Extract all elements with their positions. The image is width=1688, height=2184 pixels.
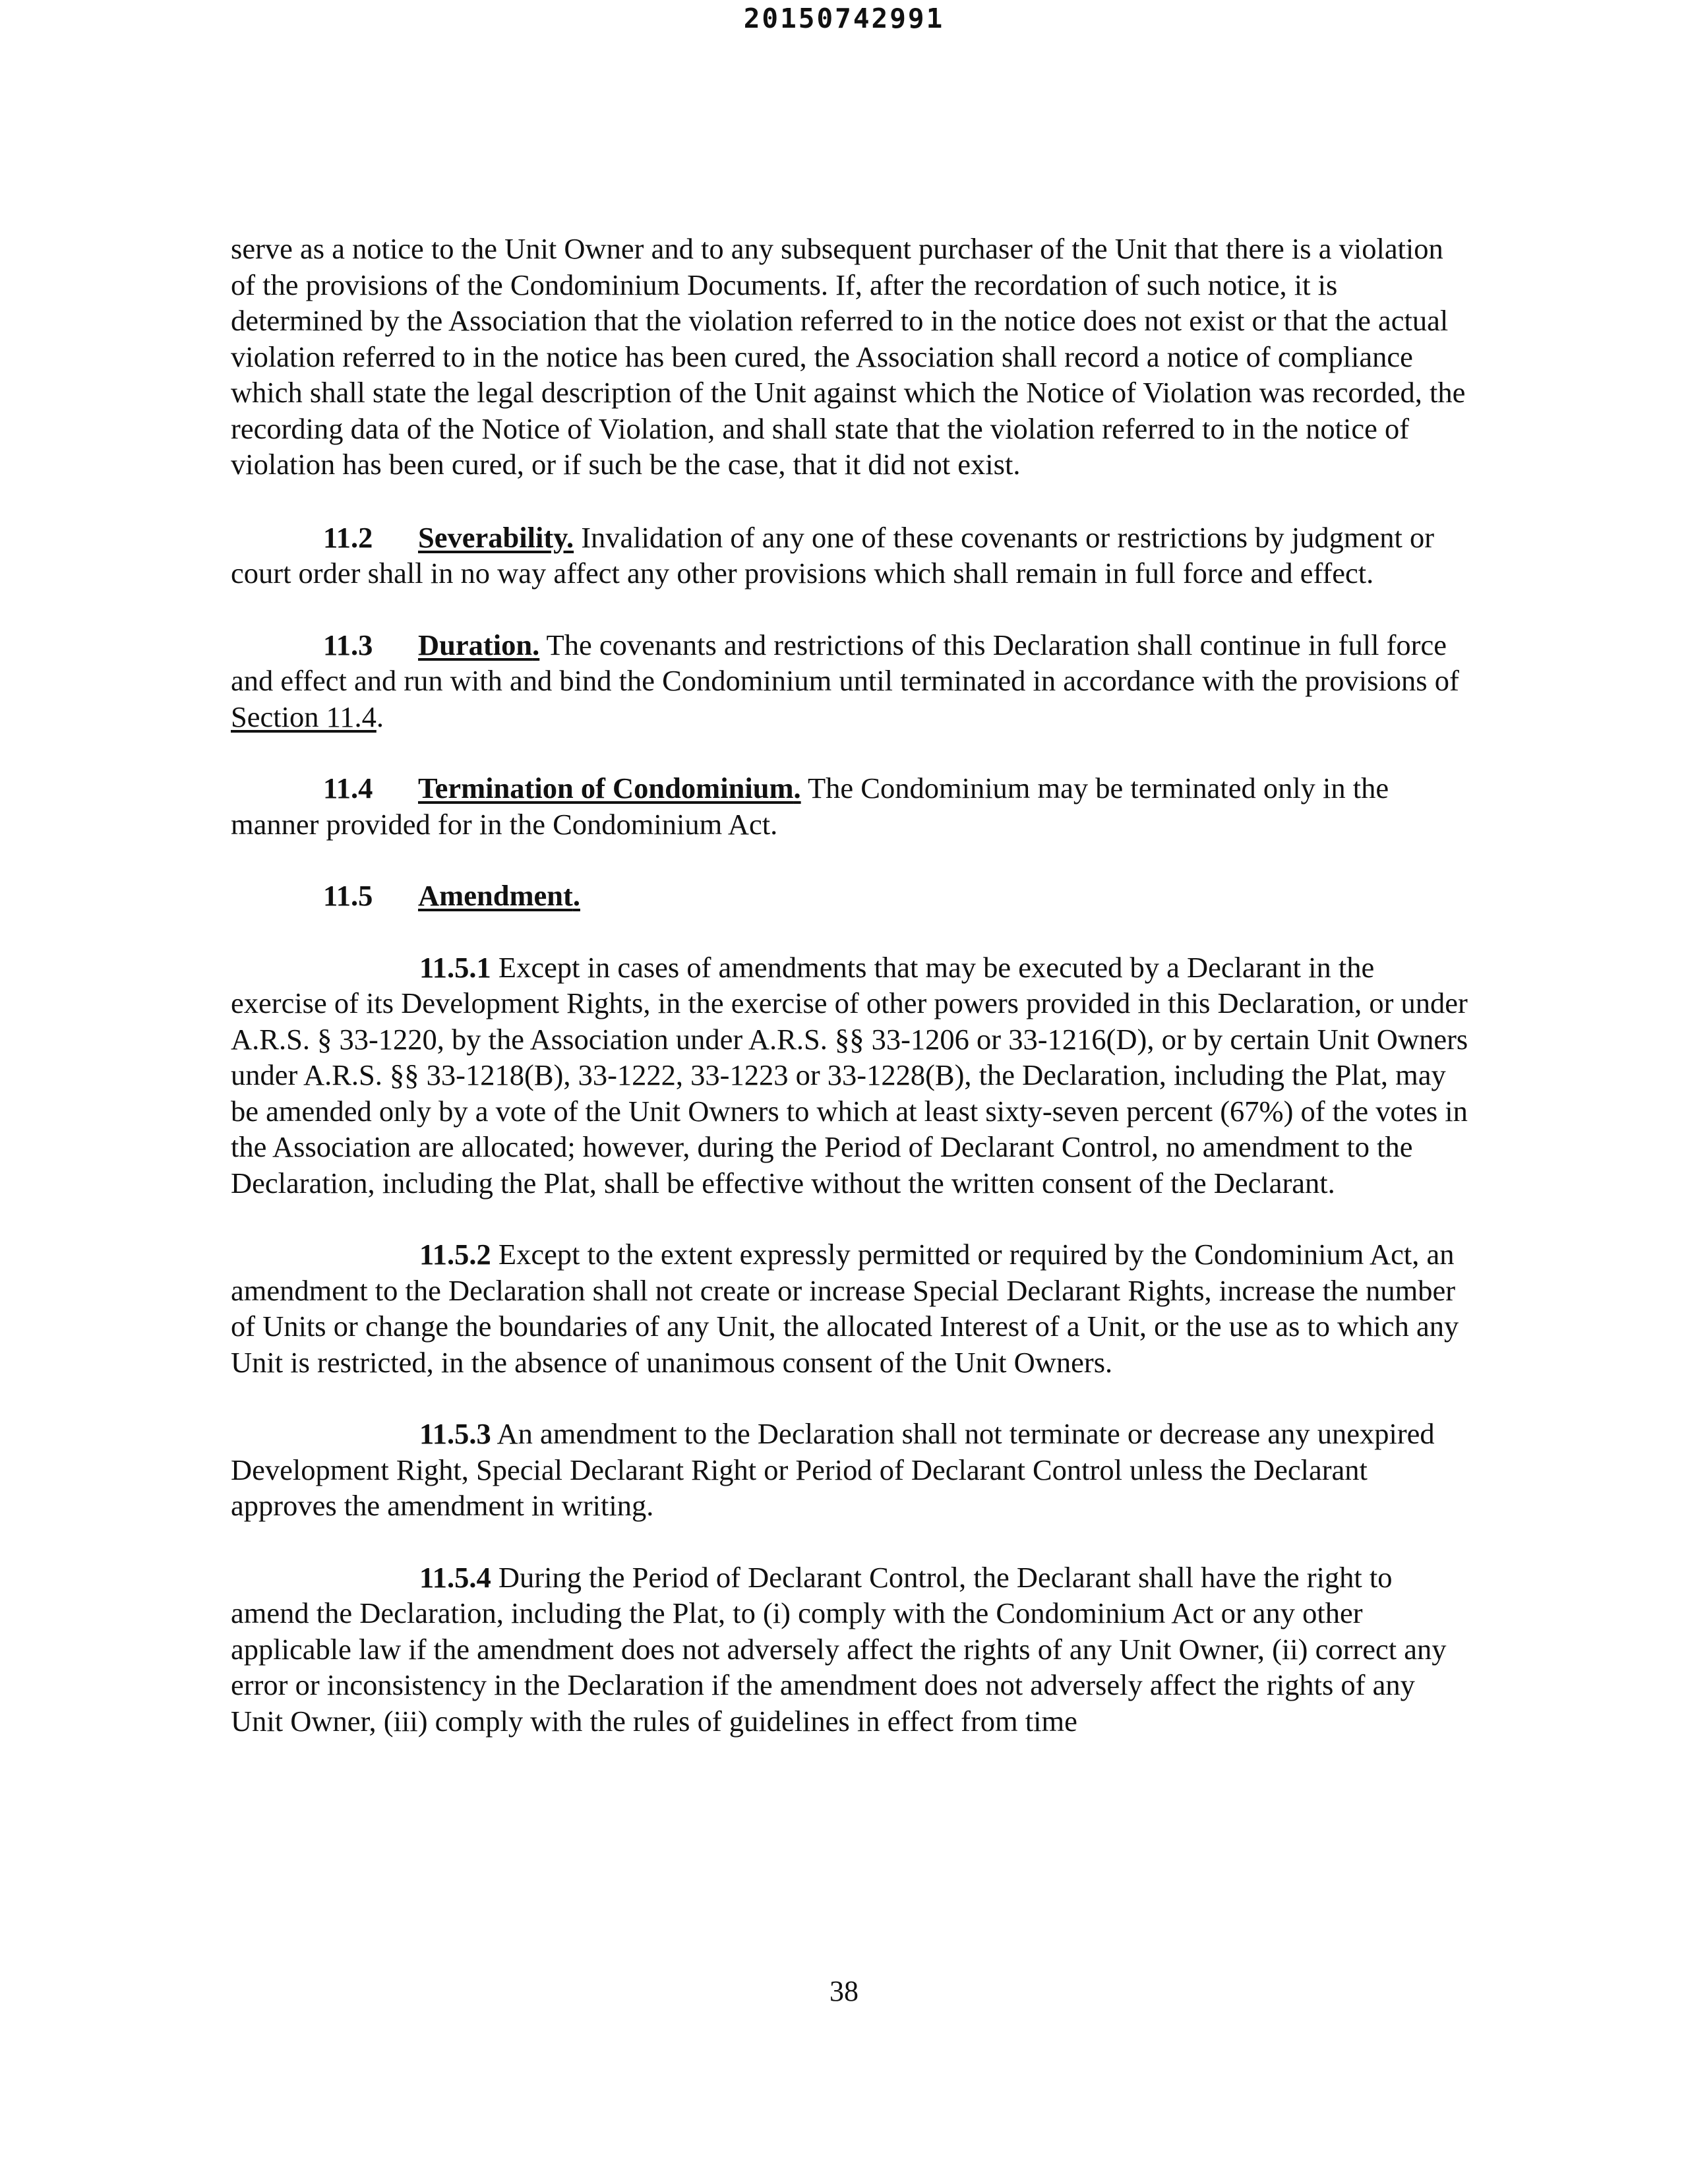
section-heading: Severability. <box>418 520 574 554</box>
subsection-text: Except in cases of amendments that may be executed by a Declarant in the exercise of its Development Rights, in the exercise of other powers provided in this Declaration, or under A.R.S. § 33-1220, by the Association under A.R.S. §§ 33-1206 or 33-1216(D), or by certain Unit Owners under A.R.S. §§ 33-1218(B), 33-1222, 33-1223 or 33-1228(B), the Declaration, including the Plat, may be amended only by a vote of the Unit Owners to which at least sixty-seven percent (67%) of the votes in the Association are allocated; however, during the Period of Declarant Control, no amendment to the Declaration, including the Plat, shall be effective without the written consent of the Declarant. <box>231 950 1468 1199</box>
section-text-end: . <box>376 700 384 733</box>
section-cross-reference: Section 11.4 <box>231 700 377 733</box>
subsection-text: During the Period of Declarant Control, the Declarant shall have the right to amend the Declaration, including the Plat, to (i) comply with the Condominium Act or any other applicable law if the amendment does not adversely affect the rights of any Unit Owner, (ii) correct any error or inconsistency in the Declaration if the amendment does not adversely affect the rights of any Unit Owner, (iii) comply with the rules of guidelines in effect from time <box>231 1560 1447 1738</box>
subsection-number: 11.5.4 <box>419 1560 491 1594</box>
subsection-text: An amendment to the Declaration shall not terminate or decrease any unexpired Development Right, Special Declarant Right or Period of Declarant Control unless the Declarant approves the amendment in writing. <box>231 1417 1435 1522</box>
section-text: The Condominium may be terminated only in the manner provided for in the Condominium Act. <box>231 772 1389 841</box>
section-heading: Termination of Condominium. <box>418 772 801 804</box>
section-heading: Duration. <box>418 628 540 661</box>
section-number: 11.3 <box>323 628 373 661</box>
subsection-11-5-2 <box>231 1236 1470 1380</box>
continuation-paragraph: serve as a notice to the Unit Owner and to any subsequent purchaser of the Unit that there is a violation of the provisions of the Condominium Documents. If, after the recordation of such notice, it is determined by the Association that the violation referred to in the notice does not exist or that the actual violation referred to in the notice has been cured, the Association shall record a notice of compliance which shall state the legal description of the Unit against which the Notice of Violation was recorded, the recording data of the Notice of Violation, and shall state that the violation referred to in the notice of violation has been cured, or if such be the case, that it did not exist. <box>231 232 1466 481</box>
section-11-4 <box>231 770 1470 842</box>
page-number: 38 <box>829 1975 859 2007</box>
section-text: The covenants and restrictions of this Declaration shall continue in full force and effect and run with and bind the Condominium until terminated in accordance with the provisions of <box>231 628 1459 697</box>
section-number: 11.5 <box>323 879 373 912</box>
document-body <box>231 231 1470 1774</box>
document-number: 20150742991 <box>743 3 945 34</box>
subsection-11-5-1 <box>231 950 1470 1201</box>
section-11-2 <box>231 520 1470 592</box>
subsection-number: 11.5.3 <box>419 1417 491 1450</box>
subsection-number: 11.5.2 <box>419 1238 491 1271</box>
subsection-11-5-4 <box>231 1560 1470 1740</box>
section-heading: Amendment. <box>418 879 580 912</box>
section-number: 11.4 <box>323 772 373 804</box>
section-text: Invalidation of any one of these covenants or restrictions by judgment or court order shall in no way affect any other provisions which shall remain in full force and effect. <box>231 520 1435 590</box>
subsection-11-5-3 <box>231 1416 1470 1524</box>
section-11-3 <box>231 627 1470 735</box>
subsection-number: 11.5.1 <box>419 950 491 984</box>
subsection-text: Except to the extent expressly permitted or required by the Condominium Act, an amendment to the Declaration shall not create or increase Special Declarant Rights, increase the number of Units or change the boundaries of any Unit, the allocated Interest of a Unit, or the use as to which any Unit is restricted, in the absence of unanimous consent of the Unit Owners. <box>231 1238 1459 1379</box>
section-number: 11.2 <box>323 520 373 554</box>
section-11-5 <box>231 878 1470 914</box>
